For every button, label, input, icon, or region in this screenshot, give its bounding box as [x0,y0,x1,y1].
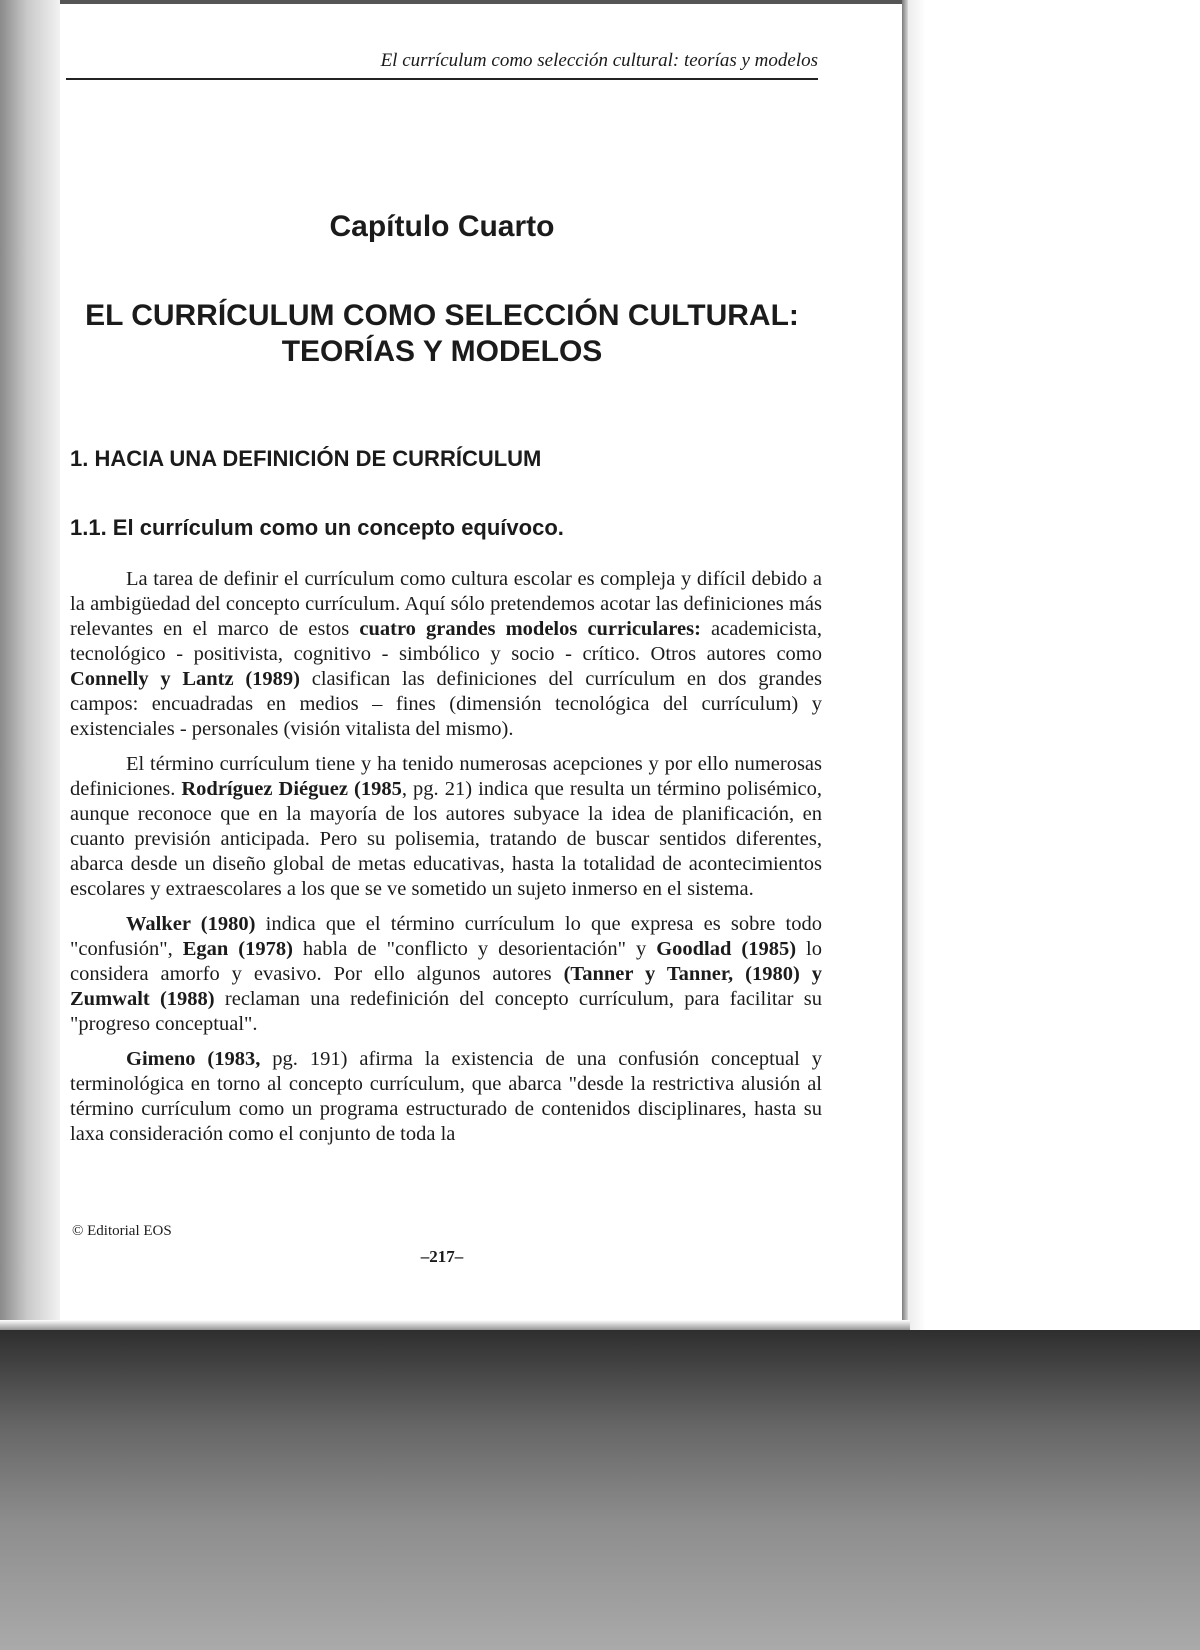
page-number: –217– [420,1247,464,1266]
text-run: lo considera amorfo y evasivo. Por ello algunos autores [70,938,822,985]
page-right-edge [902,0,908,1330]
scan-bottom-background [0,1330,1200,1650]
bold-citation: (Tanner y Tanner, (1980) [563,963,800,985]
body-text [70,567,822,1157]
text-run: habla de "conflicto y desorientación" y [292,938,657,960]
text-run: , pg. 21) indica que resulta un término polisémico, aunque reconoce que en la mayoría de los autores subyace la idea de planificación, en cuanto previsión anticipada. Pero su polisemia, tratando de buscar sentidos diferentes, abarca desde un diseño global de metas educativas, hasta la totalidad de acontecimientos escolares y extraescolares a los que se ve sometido un sujeto inmerso en el sistema. [70,778,822,900]
chapter-title-line-2: TEORÍAS Y MODELOS [281,335,603,368]
text-run: reclaman una redefinición del concepto currículum, para facilitar su "progreso conceptual". [70,988,822,1035]
bold-citation: Gimeno (1983, [126,1048,261,1070]
text-run: La tarea de definir el currículum como cultura escolar es compleja y difícil debido a la ambigüedad del concepto currículum. Aquí sólo pretendemos acotar las definiciones más relevantes en el marco de estos [70,568,822,640]
bold-citation: Walker (1980) [126,913,256,935]
bold-citation: y Zumwalt (1988) [70,963,822,1010]
running-header: El currículum como selección cultural: teorías y modelos [66,50,818,80]
paragraph [70,752,822,902]
text-run: pg. 191) afirma la existencia de una confusión conceptual y terminológica en torno al concepto currículum, que abarca "desde la restrictiva alusión al término currículum como un programa estructurado de contenidos disciplinares, hasta su laxa consideración como el conjunto de toda la [70,1048,822,1145]
chapter-label: Capítulo Cuarto [329,210,555,243]
chapter-title [66,298,818,370]
text-run: clasifican las definiciones del currículum en dos grandes campos: encuadradas en medios – fines (dimensión tecnológica del currículum) y existenciales - personales (visión vitalista del mismo). [70,668,822,740]
bold-citation: Egan (1978) [182,938,293,960]
paragraph [70,1047,822,1147]
paragraph [70,567,822,742]
copyright-notice: © Editorial EOS [72,1223,172,1239]
bold-citation: Goodlad (1985) [656,938,797,960]
text-run: indica que el término currículum lo que expresa es sobre todo "confusión", [70,913,822,960]
section-heading: 1. HACIA UNA DEFINICIÓN DE CURRÍCULUM [70,446,542,471]
paragraph [70,912,822,1037]
scan-right-margin [902,0,1200,1330]
subsection-heading: 1.1. El currículum como un concepto equívoco. [70,515,564,540]
text-run: El término currículum tiene y ha tenido numerosas acepciones y por ello numerosas definiciones. [70,753,822,800]
text-run [800,963,812,985]
bold-citation: cuatro grandes modelos curriculares: [359,618,701,640]
bold-citation: Rodríguez Diéguez (1985 [181,778,402,800]
bold-citation: Connelly y Lantz (1989) [70,668,300,690]
chapter-title-line-1: EL CURRÍCULUM COMO SELECCIÓN CULTURAL: [85,299,799,332]
text-run: academicista, tecnológico - positivista, cognitivo - simbólico y socio - crítico. Otros autores como [70,618,822,665]
